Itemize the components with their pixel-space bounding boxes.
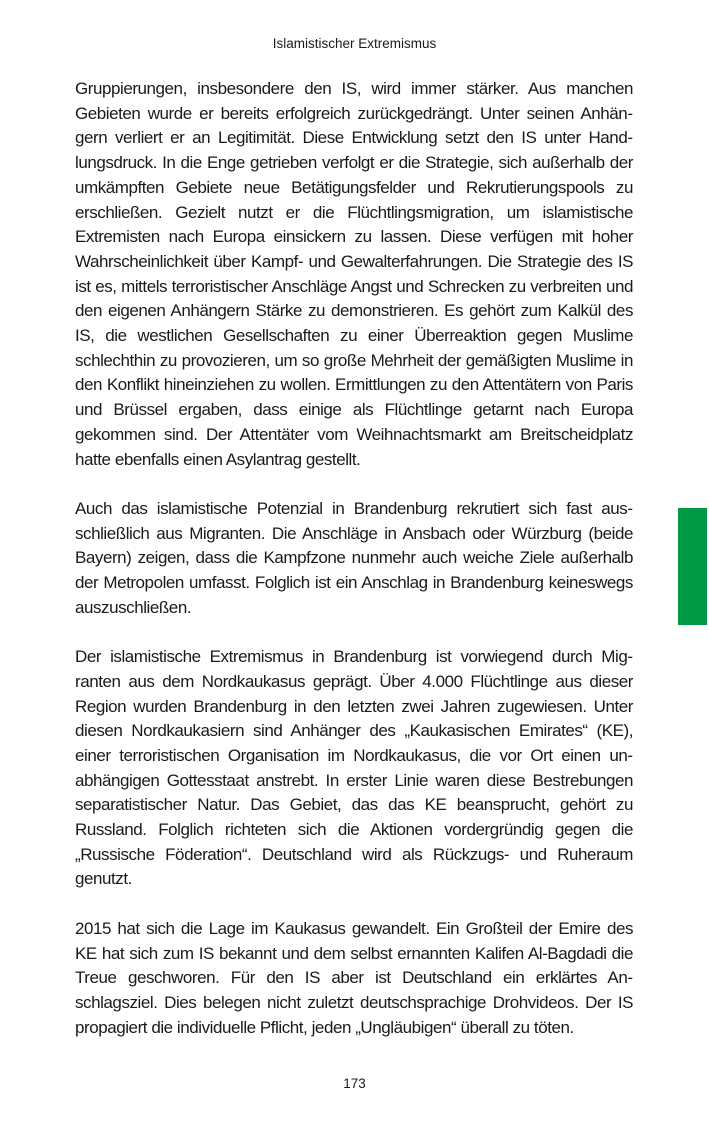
page-number: 173 — [343, 1076, 366, 1091]
paragraph-situation-2015: 2015 hat sich die Lage im Kaukasus gewandelt. Ein Großteil der Emire des KE hat sich zum IS bekannt und dem selbst ernannten Kalifen Al-Bagdadi die Treue geschworen. Für den IS aber ist Deutschland ein erklärtes Anschlagsziel. Dies belegen nicht zuletzt deutschsprachige Drohvideos. Der IS propagiert die individuelle Pflicht, jeden „Ungläubigen“ überall zu töten. — [75, 918, 633, 1037]
paragraph-is-strategy: Gruppierungen, insbesondere den IS, wird immer stärker. Aus manchen Gebieten wurde er bereits erfolgreich zurückgedrängt. Unter seinen Anhängern verliert er an Legitimität. Diese Entwicklung setzt den IS unter Handlungsdruck. In die Enge getrieben verfolgt er die Strategie, sich außerhalb der umkämpften Gebiete neue Betätigungsfelder und Rekrutierungspools zu erschließen. Gezielt nutzt er die Flüchtlingsmigration, um islamistische Extremisten nach Europa einsickern zu lassen. Diese verfügen mit hoher Wahrscheinlichkeit über Kampf- und Gewalterfahrungen. Die Strategie des IS ist es, mittels terroristischer Anschläge Angst und Schrecken zu verbreiten und den eigenen Anhängern Stärke zu demonstrieren. Es gehört zum Kalkül des IS, die westlichen Gesellschaften zu einer Überreaktion gegen Muslime schlechthin zu provozieren, um so große Mehrheit der gemäßigten Muslime in den Konflikt hineinziehen zu wollen. Ermittlungen zu den Attentätern von Paris und Brüssel ergaben, dass einige als Flüchtlinge getarnt nach Europa gekommen sind. Der Attentäter vom Weihnachtsmarkt am Breitscheidplatz hatte ebenfalls einen Asylantrag gestellt. — [75, 79, 633, 469]
running-header-title: Islamistischer Extremismus — [272, 36, 437, 51]
section-marker-tab — [678, 508, 707, 625]
body-text — [75, 77, 633, 1040]
paragraph-brandenburg-potential: Auch das islamistische Potenzial in Brandenburg rekrutiert sich fast ausschließlich aus Migranten. Die Anschläge in Ansbach oder Würzburg (beide Bayern) zeigen, dass die Kampfzone nunmehr auch weiche Ziele außerhalb der Metropolen umfasst. Folglich ist ein Anschlag in Brandenburg keineswegs auszuschließen. — [75, 498, 633, 617]
paragraph-north-caucasus: Der islamistische Extremismus in Brandenburg ist vorwiegend durch Migranten aus dem Nordkaukasus geprägt. Über 4.000 Flüchtlinge aus dieser Region wurden Brandenburg in den letzten zwei Jahren zugewiesen. Unter diesen Nordkaukasiern sind Anhänger des „Kaukasischen Emirates“ (KE), einer terroristischen Organisation im Nordkaukasus, die vor Ort einen unabhängigen Gottesstaat anstrebt. In erster Linie waren diese Bestrebungen separatistischer Natur. Das Gebiet, das das KE beansprucht, gehört zu Russland. Folglich richteten sich die Aktionen vordergründig gegen die „Russische Föderation“. Deutschland wird als Rückzugs- und Ruheraum genutzt. — [75, 647, 633, 889]
